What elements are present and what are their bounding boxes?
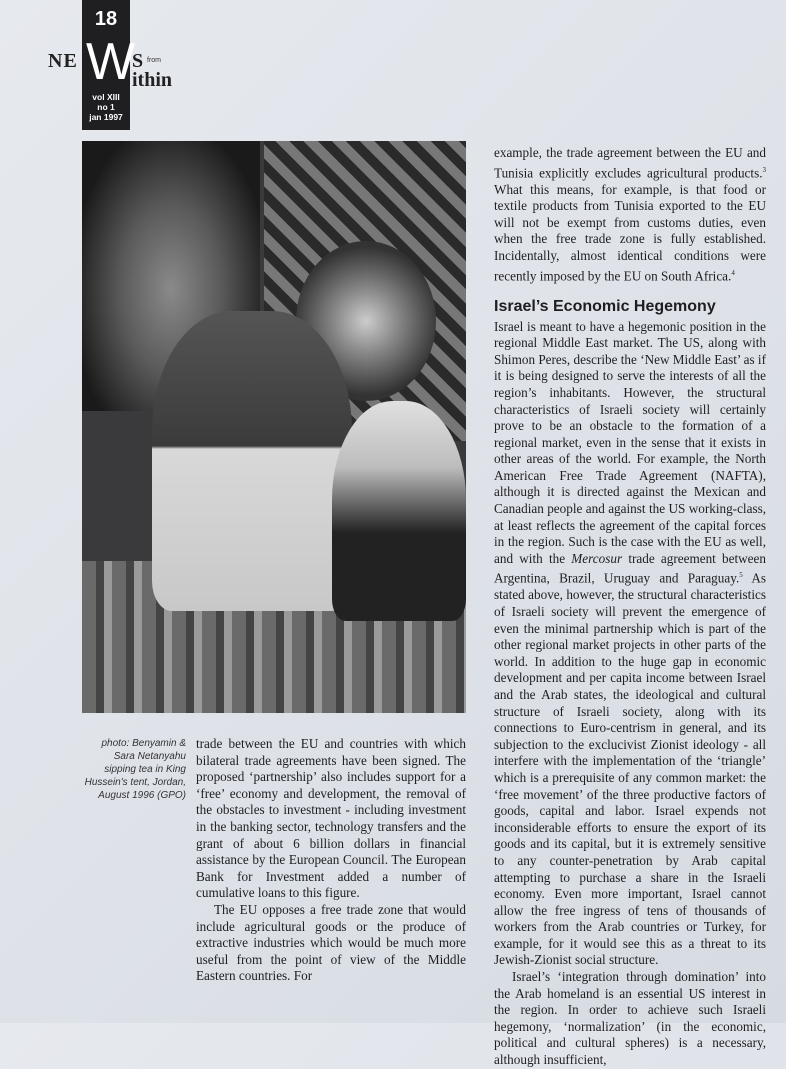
masthead-w: W: [86, 33, 136, 91]
issue-number: no 1: [97, 102, 115, 112]
text: As stated above, however, the structural characteristics of Israeli society will prevent the emergence of even the minimal partnership which is part of the other regional market projects in other parts of the world. In addition to the huge gap in economic development and per capita income between Israel and the Arab states, the ideological and cultural structure of Israeli society, along with its connections to Euro-centrism in general, and its subjection to the exclucivist Zionist ideology - all interfere with the implementation of the ‘triangle’ which is a prerequisite of any common market: the ‘free movement’ of the three productive factors of goods, capital and labor. Israel expends not inconsiderable efforts to ensure the export of its goods and its capital, but it is extremely sensitive to any counter-penetration by Arab capital attempting to purchase a share in the Israeli economy. Even more important, Israel cannot allow the free ingress of tens of thousands of workers from the Arab countries or Turkey, for example, for it would see this as a threat to its Jewish-Zionist social structure.: [494, 570, 766, 968]
footnote-ref: 5: [739, 571, 743, 580]
text: What this means, for example, is that food or textile products from Tunisia exported to the EU will not be exempt from customs duties, even when the free trade zone is fully established. Incidentally, almost identical conditions were recently imposed by the EU on South Africa.: [494, 181, 766, 283]
masthead-ne: NE: [48, 50, 78, 72]
seated-man: [152, 311, 352, 611]
paragraph: The EU opposes a free trade zone that would include agricultural goods or the produce of extractive industries which would be much more useful from the point of view of the Middle Eastern countries. For: [196, 901, 466, 984]
paragraph: trade between the EU and countries with which bilateral trade agreements have been signed. The proposed ‘partnership’ also includes support for a ‘free’ economy and development, the removal of the obstacles to investment - including investment in the banking sector, technology transfers and the grant of about 6 billion dollars in financial assistance by the European Council. The European Bank for Investment added a number of cumulative loans to this figure.: [196, 736, 466, 901]
photo-caption: photo: Benyamin & Sara Netanyahu sipping tea in King Hussein's tent, Jordan, August 1996 (GPO): [84, 738, 186, 801]
issue-date: jan 1997: [89, 112, 123, 122]
masthead-from: from: [147, 57, 161, 64]
paragraph: Israel’s ‘integration through domination’ into the Arab homeland is an essential US interest in the region. In order to achieve such Israeli hegemony, ‘normalization’ (in the economic, political and cultural spheres) is a necessary, although insufficient,: [494, 969, 766, 1068]
issue-info: [82, 92, 130, 122]
section-heading: Israel’s Economic Hegemony: [494, 297, 716, 315]
paragraph: [494, 319, 766, 970]
footnote-ref: 3: [762, 165, 766, 174]
footnote-ref: 4: [731, 268, 735, 277]
page-number: 18: [94, 8, 118, 30]
text: trade agreement between Argentina, Brazil, Uruguay and Paraguay.: [494, 550, 766, 586]
text: example, the trade agreement between the EU and Tunisia explicitly excludes agricultural products.: [494, 145, 766, 180]
masthead-ithin: ithin: [132, 69, 173, 91]
text: Israel is meant to have a hegemonic position in the regional Middle East market. The US, along with Shimon Peres, describe the ‘New Middle East’ as if it is being designed to serve the interests of all the region’s inhabitants. However, the structural characteristics of Israeli society will certainly prove to be an obstacle to the formation of a regional market, even in the sense that it exists in other areas of the world. For example, the North American Free Trade Agreement (NAFTA), although it is directed against the Mexican and Canadian people and against the US working-class, at least reflects the agreement of the capital forces in the region. Such is the case with the EU as well, and with the: [494, 318, 766, 566]
seated-woman: [332, 401, 466, 621]
paragraph: [494, 145, 766, 285]
photo: [82, 141, 466, 713]
italic-term: Mercosur: [571, 550, 623, 566]
left-column: [196, 736, 466, 985]
right-column: [494, 145, 766, 1069]
issue-volume: vol XIII: [92, 92, 120, 102]
masthead-s: S: [132, 50, 144, 72]
